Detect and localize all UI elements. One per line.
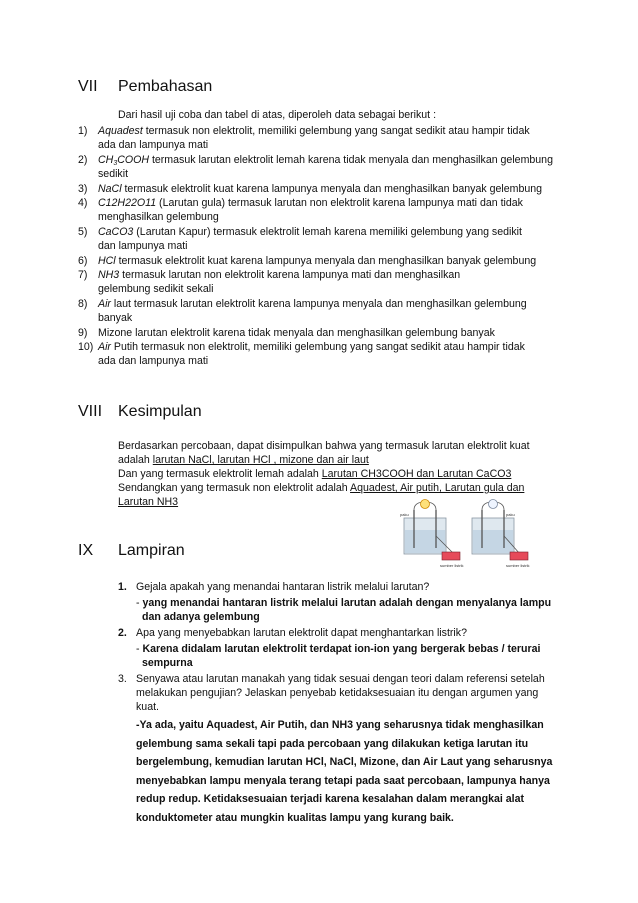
section-title: Kesimpulan [118, 403, 202, 420]
question-3-line-1: Senyawa atau larutan manakah yang tidak sesuai dengan teori dalam referensi setelah [136, 673, 545, 685]
section-title: Lampiran [118, 542, 185, 559]
figure-label: sumber listrik [440, 563, 464, 568]
item-subscript: 3 [113, 159, 118, 167]
pembahasan-item [78, 340, 525, 354]
kesimpulan-strong-electrolytes: larutan NaCl, larutan HCl , mizone dan air laut [152, 454, 369, 466]
question-number: 3. [118, 673, 127, 685]
pembahasan-item-continuation: gelembung sedikit sekali [98, 283, 214, 296]
pembahasan-item [78, 153, 553, 167]
pembahasan-item-continuation: ada dan lampunya mati [98, 139, 209, 152]
kesimpulan-weak-electrolytes: Larutan CH3COOH dan Larutan CaCO3 [321, 468, 512, 480]
kesimpulan-line-4 [118, 481, 524, 495]
lamp-left-icon [421, 500, 430, 509]
item-subject: HCl [98, 254, 116, 267]
item-text: termasuk larutan elektrolit lemah karena tidak menyala dan menghasilkan gelembung [149, 153, 553, 166]
pembahasan-item [78, 268, 460, 282]
item-subject: CaCO3 [98, 225, 134, 238]
kesimpulan-line-1: Berdasarkan percobaan, dapat disimpulkan bahwa yang termasuk larutan elektrolit kuat [118, 440, 530, 452]
item-text: (Larutan Kapur) termasuk elektrolit lemah karena memiliki gelembung yang sedikit [133, 225, 522, 238]
apparatus-left [400, 500, 464, 569]
kesimpulan-text: Dan yang termasuk elektrolit lemah adalah [118, 468, 322, 480]
question-3-line-2: melakukan pengujian? Jelaskan penyebab ketidaksesuaian itu dengan argumen yang [136, 687, 539, 699]
battery-right-icon [510, 552, 528, 560]
item-text: Mizone larutan elektrolit karena tidak menyala dan menghasilkan gelembung banyak [98, 326, 495, 339]
kesimpulan-line-3 [118, 467, 511, 481]
answer-2-line-1 [136, 642, 540, 656]
pembahasan-item [78, 182, 542, 196]
item-number: 5) [78, 225, 88, 238]
answer-text: Karena didalam larutan elektrolit terdapat ion-ion yang bergerak bebas / terurai [142, 643, 541, 655]
answer-3-line: -Ya ada, yaitu Aquadest, Air Putih, dan NH3 yang seharusnya tidak menghasilkan [136, 719, 544, 731]
kesimpulan-line-2 [118, 453, 369, 467]
figure-label: paku [506, 512, 515, 517]
item-subject: Air [98, 341, 111, 353]
kesimpulan-text: adalah [118, 454, 153, 466]
section-number: VIII [78, 403, 103, 420]
item-number: 4) [78, 197, 88, 209]
item-number: 10) [78, 341, 94, 353]
pembahasan-intro: Dari hasil uji coba dan tabel di atas, diperoleh data sebagai berikut : [118, 109, 437, 121]
pembahasan-item-continuation: sedikit [98, 168, 129, 181]
item-number: 3) [78, 182, 88, 195]
kesimpulan-line-5: Larutan NH3 [118, 496, 179, 508]
lamp-right-icon [489, 500, 498, 509]
item-subject: Aquadest [98, 125, 143, 137]
pembahasan-item-continuation: banyak [98, 312, 133, 325]
answer-dash: - [136, 643, 143, 655]
section-title: Pembahasan [118, 78, 213, 95]
answer-3-line: bergelembung, kemudian larutan HCl, NaCl, Mizone, dan Air Laut yang seharusnya [136, 756, 553, 769]
solution-right [473, 530, 513, 553]
question-3-line-3: kuat. [136, 701, 159, 713]
item-text: (Larutan gula) termasuk larutan non elektrolit karena lampunya mati dan tidak [156, 197, 523, 209]
answer-dash: - [136, 597, 143, 609]
question-1: Gejala apakah yang menandai hantaran listrik melalui larutan? [136, 581, 430, 593]
item-subject: NH3 [98, 269, 120, 281]
pembahasan-item-continuation: dan lampunya mati [98, 240, 188, 253]
answer-1-line-1 [136, 596, 551, 610]
figure-label: paku [400, 512, 409, 517]
pembahasan-item-continuation: ada dan lampunya mati [98, 355, 209, 368]
item-text: Putih termasuk non elektrolit, memiliki gelembung yang sangat sedikit atau hampir tidak [110, 341, 525, 353]
answer-3-line: menyebabkan lampu menyala terang tetapi pada saat percobaan, lampunya hanya [136, 774, 550, 787]
kesimpulan-text: Sendangkan yang termasuk non elektrolit adalah [118, 482, 351, 494]
item-text: termasuk larutan non elektrolit karena lampunya mati dan menghasilkan [119, 269, 461, 281]
pembahasan-item-continuation: menghasilkan gelembung [98, 211, 219, 224]
item-subject: Air [98, 297, 111, 310]
pembahasan-item [78, 326, 495, 340]
figure-label: sumber listrik [506, 563, 530, 568]
answer-2-line-2: sempurna [142, 657, 193, 669]
pembahasan-item [78, 297, 527, 311]
answer-3-line: redup redup. Ketidaksesuaian terjadi karena kesalahan dalam merangkai alat [136, 793, 525, 806]
solution-left [405, 530, 445, 553]
item-subject-cont: COOH [117, 153, 149, 166]
item-number: 9) [78, 326, 88, 339]
answer-3-line: konduktometer atau mungkin kualitas lampu yang kurang baik. [136, 812, 454, 824]
item-text: termasuk elektrolit kuat karena lampunya menyala dan menghasilkan banyak gelembung [121, 182, 543, 195]
item-text: termasuk non elektrolit, memiliki gelembung yang sangat sedikit atau hampir tidak [142, 125, 530, 137]
kesimpulan-non-electrolytes: Aquadest, Air putih, Larutan gula dan [350, 482, 525, 494]
question-number: 2. [118, 627, 127, 639]
item-number: 1) [78, 125, 88, 137]
pembahasan-item [78, 254, 536, 268]
question-number: 1. [118, 581, 127, 593]
pembahasan-item [78, 196, 523, 210]
item-subject: CH [98, 153, 114, 166]
pembahasan-item [78, 225, 522, 239]
pembahasan-item [78, 124, 530, 138]
answer-3-line: gelembung sama sekali tapi pada percobaan yang dilakukan ketiga larutan itu [136, 737, 529, 750]
question-2: Apa yang menyebabkan larutan elektrolit dapat menghantarkan listrik? [136, 627, 467, 639]
battery-left-icon [442, 552, 460, 560]
item-subject: NaCl [98, 182, 122, 195]
apparatus-right [472, 500, 530, 569]
section-number: IX [78, 542, 94, 559]
answer-text: yang menandai hantaran listrik melalui larutan adalah dengan menyalanya lampu [142, 597, 552, 609]
item-number: 2) [78, 153, 88, 166]
item-number: 6) [78, 254, 88, 267]
item-subject: C12H22O11 [98, 197, 157, 209]
item-text: termasuk elektrolit kuat karena lampunya menyala dan menghasilkan banyak gelembung [115, 254, 537, 267]
conductivity-apparatus-figure [400, 496, 532, 572]
item-number: 8) [78, 297, 88, 310]
item-number: 7) [78, 269, 88, 281]
answer-1-line-2: dan adanya gelembung [142, 611, 260, 623]
item-text: laut termasuk larutan elektrolit karena lampunya menyala dan menghasilkan gelembung [110, 297, 527, 310]
section-number: VII [78, 78, 98, 95]
